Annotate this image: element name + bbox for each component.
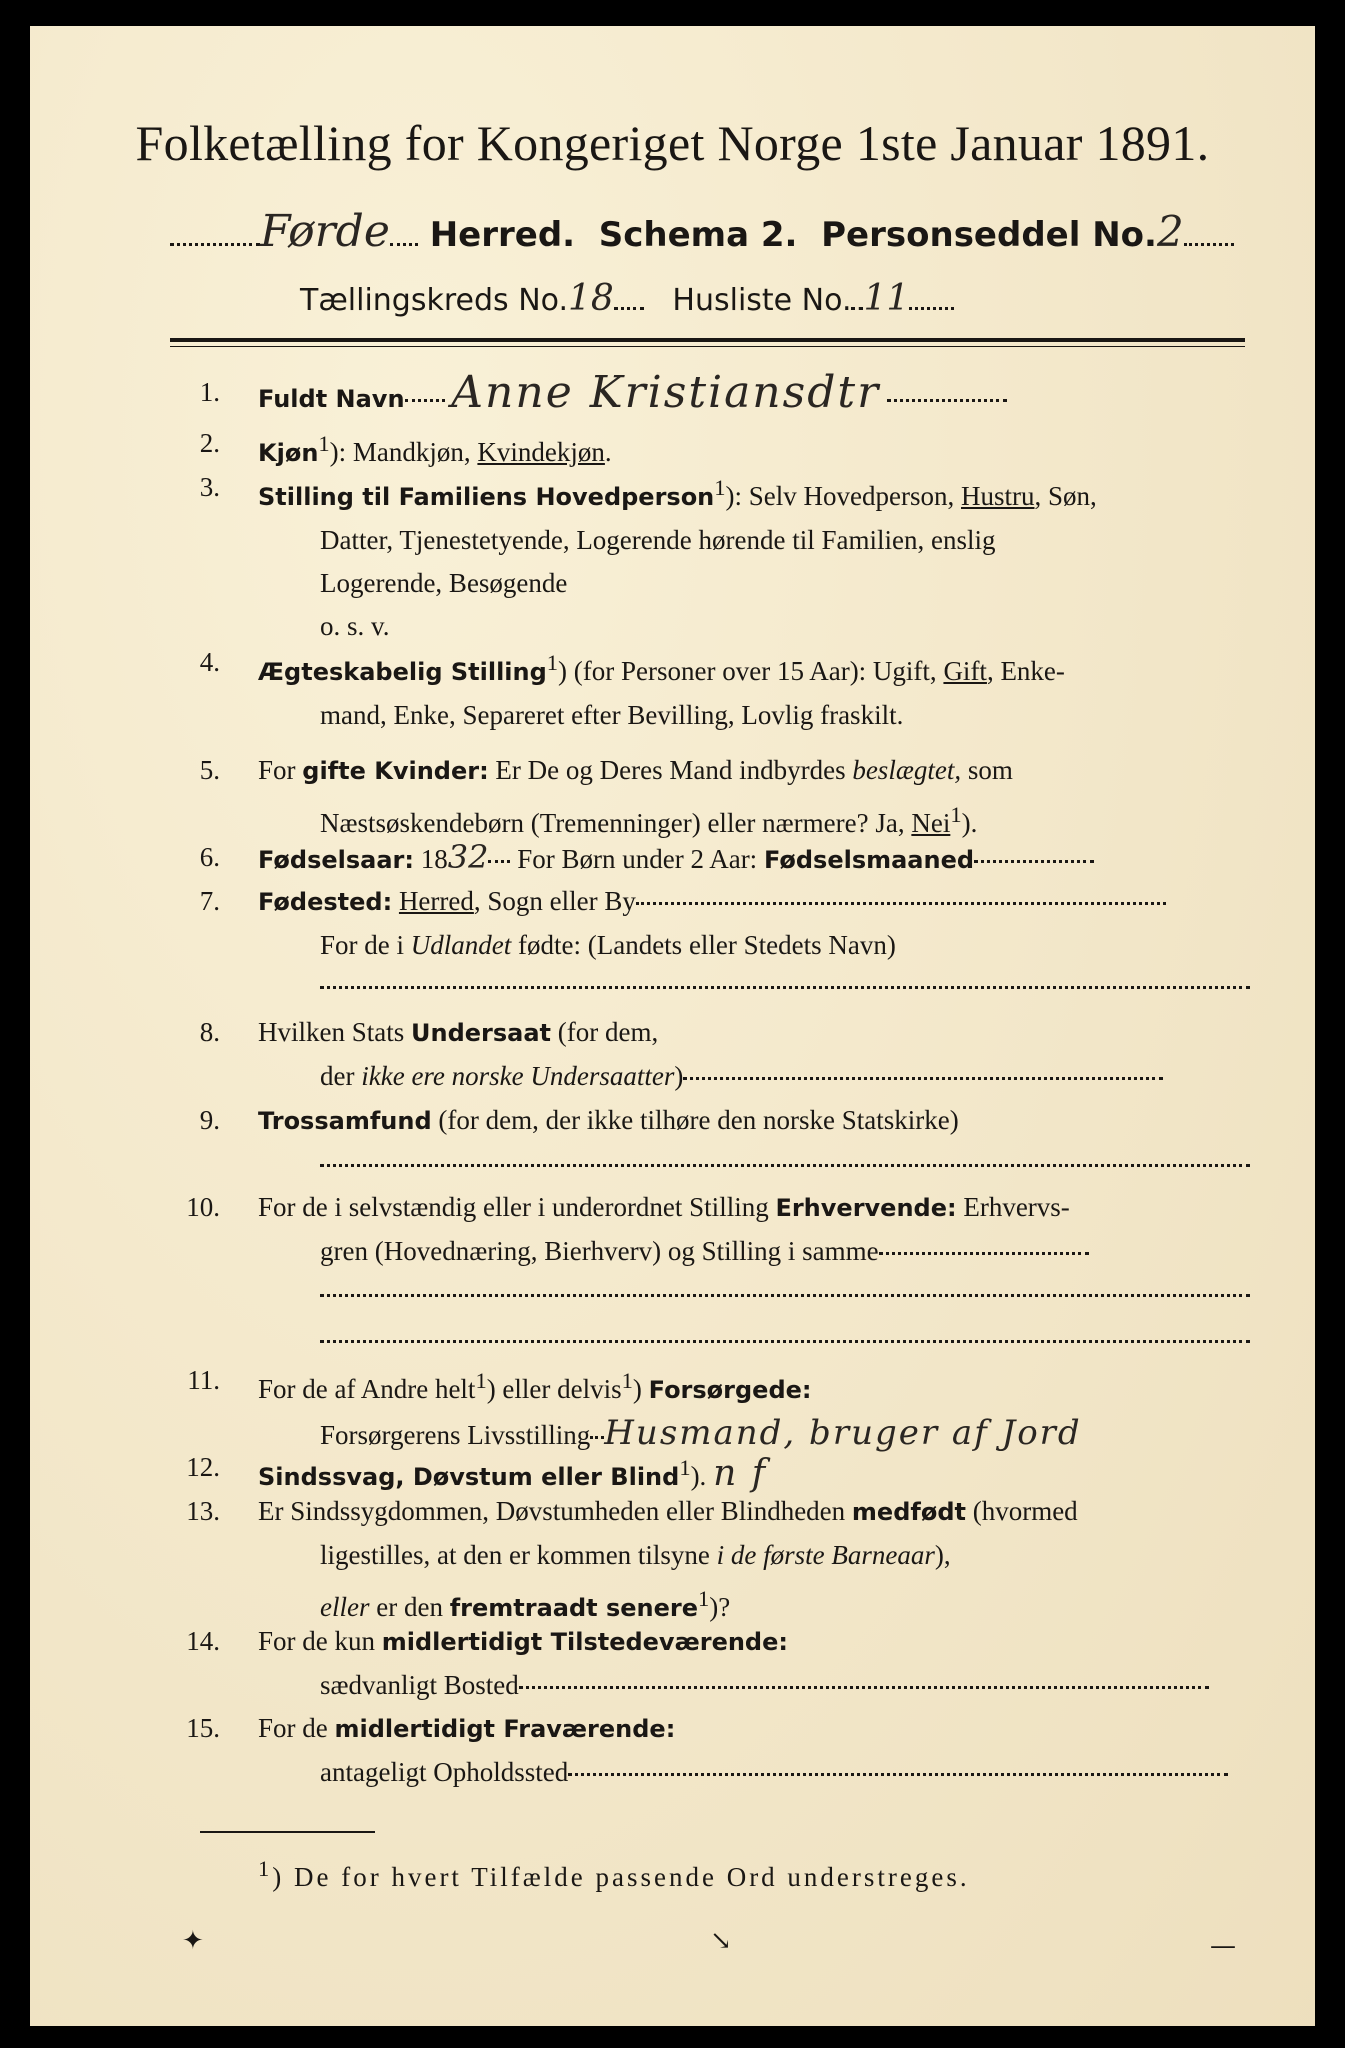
birth-year-handwritten: 32 (447, 838, 489, 876)
husliste-handwritten: 11 (863, 278, 910, 319)
item-number: 12. (186, 1452, 220, 1482)
field-text: som (961, 755, 1013, 785)
underlined-option: Hustru (961, 481, 1035, 511)
form-title: Folketælling for Kongeriget Norge 1ste Januar 1891. (135, 115, 1210, 171)
field-text: Forsørgerens Livsstilling (320, 1420, 591, 1450)
field-text: Udlandet (410, 930, 512, 960)
field-text: ikke ere norske Undersaatter (361, 1061, 675, 1091)
personseddel-handwritten: 2 (1156, 207, 1184, 256)
field-text: eller (320, 1592, 370, 1622)
item-number: 9. (199, 1105, 220, 1135)
item-number: 2. (199, 428, 220, 458)
blank-line (320, 986, 1250, 989)
field-text: , Sogn eller By (473, 886, 636, 916)
field-text: ): Selv Hovedperson, (725, 481, 961, 511)
item-number: 5. (199, 755, 220, 785)
item-number: 6. (199, 842, 220, 872)
field-text: For de (258, 1713, 335, 1743)
footnote-text: ) De for hvert Tilfælde passende Ord understreges. (272, 1862, 970, 1892)
footnote-ref: 1 (621, 1368, 633, 1393)
field-text: gren (Hovednæring, Bierhverv) og Stilling i samme (320, 1236, 879, 1266)
field-text: mand, Enke, Separeret efter Bevilling, Lovlig fraskilt. (320, 700, 904, 730)
field-label: midlertidigt Fraværende: (334, 1715, 676, 1743)
header-divider-thin (170, 346, 1245, 347)
field-text: o. s. v. (320, 611, 390, 641)
schema-label: Schema 2. (598, 215, 798, 255)
footnote-ref: 1 (546, 650, 559, 675)
underlined-option: Nei (911, 808, 951, 838)
underlined-option: Kvindekjøn (477, 437, 605, 467)
field-text: For (258, 755, 303, 785)
item-number: 7. (199, 886, 220, 916)
personseddel-label: Personseddel No. (821, 215, 1157, 255)
footnote-divider (200, 1831, 375, 1833)
margin-mark: — (1210, 1931, 1236, 1961)
blank-line (320, 1294, 1250, 1297)
field-text: 18 (414, 844, 448, 874)
footnote-ref: 1 (714, 475, 726, 500)
field-label: Ægteskabelig Stilling (258, 658, 547, 686)
disability-handwritten: n f (713, 1453, 768, 1494)
field-text: Datter, Tjenestetyende, Logerende hørende til Familien, enslig (320, 525, 996, 555)
field-text: For de kun (258, 1626, 382, 1656)
name-handwritten: Anne Kristiansdtr (451, 367, 881, 418)
field-label: midlertidigt Tilstedeværende: (381, 1628, 788, 1656)
field-text: antageligt Opholdssted (320, 1757, 569, 1787)
kreds-label: Tællingskreds No. (300, 283, 568, 318)
footnote-ref: 1 (698, 1586, 710, 1611)
item-number: 13. (186, 1496, 220, 1526)
footnote (258, 1856, 970, 1893)
item-number: 14. (186, 1626, 220, 1656)
field-label: Sindssvag, Døvstum eller Blind (258, 1463, 680, 1491)
footnote-ref: 1 (475, 1368, 487, 1393)
herred-handwritten: Førde (260, 206, 390, 257)
field-label: Fødselsaar: (258, 846, 414, 874)
blank-line (320, 1164, 1250, 1167)
field-label: gifte Kvinder: (302, 757, 489, 785)
field-label: Kjøn (258, 439, 319, 467)
item-number: 3. (199, 472, 220, 502)
field-text: ): Mandkjøn, (329, 437, 478, 467)
underlined-option: Gift (943, 656, 987, 686)
field-text: ) eller delvis (486, 1374, 622, 1404)
field-text: Næstsøskendebørn (Tremenninger) eller nærmere? Ja, (320, 808, 912, 838)
field-text: er den (369, 1592, 450, 1622)
field-text: fødte: (Landets eller Stedets Navn) (511, 930, 896, 960)
field-text: Logerende, Besøgende (320, 568, 568, 598)
field-text: For de af Andre helt (258, 1374, 476, 1404)
field-label: fremtraadt senere (449, 1594, 699, 1622)
field-text: , Søn, (1034, 481, 1097, 511)
field-text: ), (934, 1540, 951, 1570)
field-label: Stilling til Familiens Hovedperson (258, 483, 715, 511)
field-text: (for dem, (551, 1017, 659, 1047)
item-number: 4. (199, 647, 220, 677)
item-number: 15. (186, 1713, 220, 1743)
herred-line (170, 206, 1225, 257)
field-text: , Enke- (986, 656, 1065, 686)
footnote-ref: 1 (318, 431, 330, 456)
field-text: )? (709, 1592, 731, 1622)
field-text: For de i selvstændig eller i underordnet Stilling (258, 1192, 776, 1222)
item-number: 8. (199, 1017, 220, 1047)
item-number: 11. (187, 1365, 220, 1395)
field-text: Hvilken Stats (258, 1017, 411, 1047)
footnote-ref: 1 (950, 802, 962, 827)
census-form-sheet (30, 26, 1315, 2026)
field-text: Erhvervs- (956, 1192, 1070, 1222)
field-text: (for dem, der ikke tilhøre den norske Statskirke) (431, 1105, 959, 1135)
field-label: Forsørgede: (648, 1376, 812, 1404)
husliste-label: Husliste No. (672, 283, 852, 318)
field-text: ) (674, 1061, 684, 1091)
margin-mark: ✦ (182, 1926, 204, 1956)
herred-label: Herred. (429, 215, 576, 255)
field-text: For Børn under 2 Aar: (510, 844, 764, 874)
underlined-option: Herred (398, 886, 474, 916)
margin-mark: ↘ (710, 1926, 732, 1956)
field-text: ). (690, 1461, 707, 1491)
field-text: . (604, 437, 612, 467)
field-label: medfødt (851, 1498, 966, 1526)
field-text: Er Sindssygdommen, Døvstumheden eller Blindheden (258, 1496, 852, 1526)
blank-line (320, 1340, 1250, 1343)
field-text: ). (961, 808, 978, 838)
supporter-occupation-handwritten: Husmand, bruger af Jord (604, 1413, 1082, 1453)
field-label: Fuldt Navn (258, 385, 405, 413)
field-text: beslægtet, (852, 755, 962, 785)
kreds-handwritten: 18 (568, 278, 614, 319)
field-label: Erhvervende: (775, 1194, 957, 1222)
field-text: ) (632, 1374, 649, 1404)
item-number: 10. (186, 1192, 220, 1222)
field-text: ) (for Personer over 15 Aar): Ugift, (558, 656, 944, 686)
footnote-ref: 1 (679, 1455, 691, 1480)
field-label: Fødested: (258, 888, 393, 916)
field-text: der (320, 1061, 362, 1091)
footnote-ref: 1 (258, 1856, 273, 1881)
field-text: sædvanligt Bosted (320, 1670, 519, 1700)
field-text: i de første Barneaar (716, 1540, 935, 1570)
item-number: 1. (199, 377, 220, 407)
kreds-line (300, 278, 1225, 319)
field-text: For de i (320, 930, 411, 960)
field-text: (hvormed (965, 1496, 1078, 1526)
field-label: Fødselsmaaned (763, 846, 975, 874)
field-text: Er De og Deres Mand indbyrdes (488, 755, 853, 785)
header-divider (170, 338, 1245, 342)
field-text: ligestilles, at den er kommen tilsyne (320, 1540, 717, 1570)
field-label: Trossamfund (258, 1107, 432, 1135)
field-label: Undersaat (411, 1019, 552, 1047)
